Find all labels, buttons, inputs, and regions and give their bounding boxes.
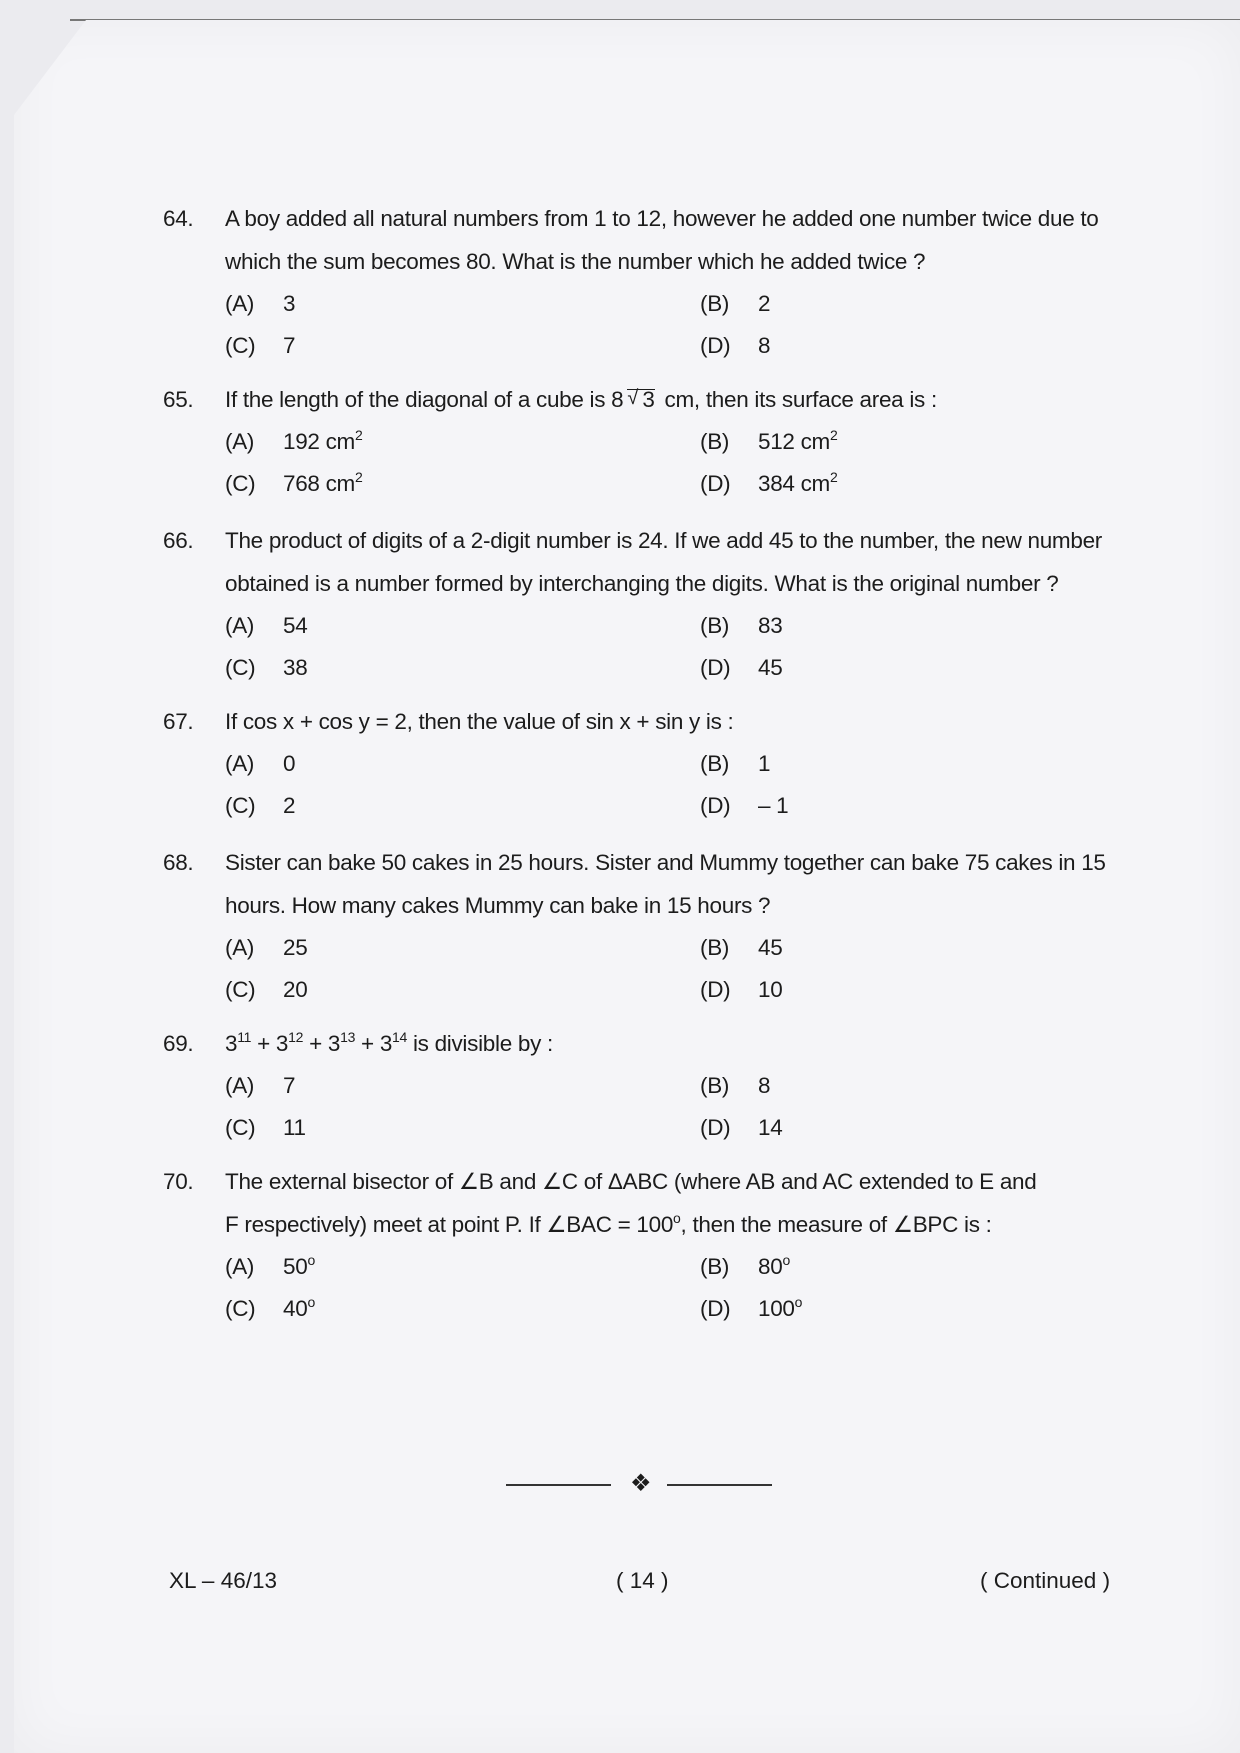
question-text: If the length of the diagonal of a cube is 8√ 3 cm, then its surface area is : [225,378,1113,421]
question-list [163,197,1113,1330]
option-a: (A) 25 [225,935,308,960]
option-a: (A) 192 $cm^2$ [225,427,363,454]
question-number: 65. [163,387,194,412]
options [163,743,1113,827]
option-c: (C) 11 [225,1115,306,1140]
section-divider [506,1470,782,1497]
option-b: (B) 512 $cm^2$ [700,427,838,454]
option-b: (B) 45 [700,935,783,960]
options [163,605,1113,689]
question-text: $3^{11} + 3^{12} + 3^{13} + 3^{14}$ is divisible by : [225,1029,553,1056]
question-number: 66. [163,528,194,553]
page-number: ( 14 ) [616,1568,669,1593]
option-b: (B) 1 [700,751,771,776]
question-text: The product of digits of a 2-digit number is 24. If we add 45 to the number, the new number obtained is a number formed by interchanging the digits. What is the original number ? [225,528,1102,596]
option-a: (A) 50$^o$ [225,1252,315,1279]
options [163,927,1113,1011]
question-70 [163,1160,1113,1330]
option-d: (D) 10 [700,977,783,1002]
option-d: (D) 14 [700,1115,783,1140]
diamond-ornament-icon: ❖ [630,1470,652,1497]
option-d: (D) 384 $cm^2$ [700,469,838,496]
option-a: (A) 7 [225,1073,296,1098]
question-number: 67. [163,709,194,734]
options [163,421,1113,505]
question-number: 69. [163,1031,194,1056]
option-d: (D) 45 [700,655,783,680]
question-number: 64. [163,206,194,231]
options [163,1246,1113,1330]
question-64 [163,197,1113,367]
options [163,283,1113,367]
square-root: √ 3 [627,389,654,410]
option-b: (B) 83 [700,613,783,638]
option-c: (C) 7 [225,333,296,358]
question-number: 70. [163,1169,194,1194]
option-c: (C) 2 [225,793,296,818]
question-text: If cos x + cos y = 2, then the value of sin x + sin y is : [225,709,734,734]
paper-code: XL – 46/13 [169,1568,278,1593]
question-text: The external bisector of ∠B and ∠C of ΔABC (where AB and AC extended to E and F respectively) meet at point P. If ∠BAC = $100^o$, then the measure of ∠BPC is : [225,1169,1037,1237]
option-d: (D) 100$^o$ [700,1294,803,1321]
question-66 [163,519,1113,689]
option-a: (A) 3 [225,291,296,316]
question-number: 68. [163,850,194,875]
option-c: (C) 20 [225,977,308,1002]
option-a: (A) 0 [225,751,296,776]
option-b: (B) 80$^o$ [700,1252,790,1279]
question-67 [163,700,1113,827]
option-c: (C) 40$^o$ [225,1294,315,1321]
question-68 [163,841,1113,1011]
options [163,1065,1113,1149]
question-text: Sister can bake 50 cakes in 25 hours. Sister and Mummy together can bake 75 cakes in 15 hours. How many cakes Mummy can bake in 15 hours ? [225,850,1106,918]
option-d: (D) – 1 [700,793,789,818]
option-b: (B) 2 [700,291,771,316]
option-b: (B) 8 [700,1073,771,1098]
question-69 [163,1022,1113,1149]
option-c: (C) 38 [225,655,308,680]
question-text: A boy added all natural numbers from 1 to 12, however he added one number twice due to which the sum becomes 80. What is the number which he added twice ? [225,206,1099,274]
option-d: (D) 8 [700,333,771,358]
question-65 [163,378,1113,505]
continued-label: ( Continued ) [980,1568,1111,1593]
option-c: (C) 768 $cm^2$ [225,469,363,496]
option-a: (A) 54 [225,613,308,638]
